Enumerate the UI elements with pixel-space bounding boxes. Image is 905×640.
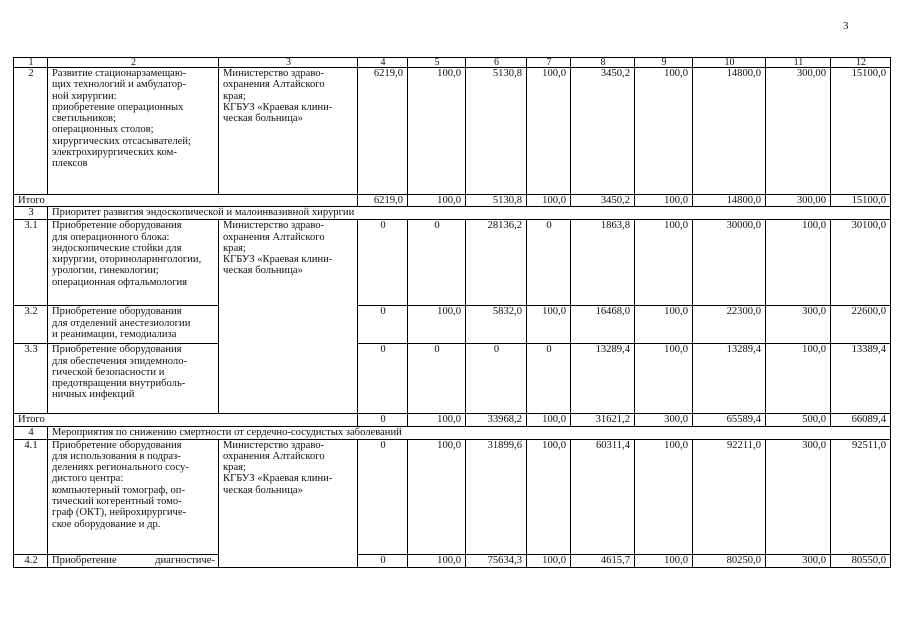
measure-name: Приобретение оборудования для отделений анестезиологии и реанимации, гемодиализа (48, 306, 219, 344)
col-header: 10 (693, 58, 766, 68)
value-cell: 100,0 (635, 554, 693, 567)
value-cell: 14800,0 (693, 68, 766, 195)
value-cell: 100,0 (766, 220, 831, 306)
executor: Министерство здраво- охранения Алтайского края; КГБУЗ «Краевая клини- ческая больница» (219, 68, 358, 195)
value-cell: 0 (358, 554, 408, 567)
value-cell: 6219,0 (358, 68, 408, 195)
value-cell: 31899,6 (466, 439, 527, 554)
value-cell: 28136,2 (466, 220, 527, 306)
table-row (14, 306, 891, 344)
value-cell: 0 (408, 344, 466, 414)
value-cell: 3450,2 (571, 68, 635, 195)
executor: Министерство здраво- охранения Алтайского края; КГБУЗ «Краевая клини- ческая больница» (219, 220, 358, 414)
value-cell: 100,0 (527, 414, 571, 426)
value-cell: 100,0 (527, 439, 571, 554)
col-header: 6 (466, 58, 527, 68)
col-header: 12 (831, 58, 891, 68)
value-cell: 13289,4 (693, 344, 766, 414)
measure-name: Приобретение оборудования для использования в подраз- делениях регионального сосу- дистого центра: компьютерный томограф, оп- тический когерентный томо- граф (ОКТ), нейрохирургиче- ское оборудование и др. (48, 439, 219, 554)
value-cell: 30000,0 (693, 220, 766, 306)
col-header: 9 (635, 58, 693, 68)
row-number: 3.1 (14, 220, 48, 306)
value-cell: 300,0 (635, 414, 693, 426)
section-number: 3 (14, 207, 48, 220)
value-cell: 100,0 (408, 414, 466, 426)
value-cell: 0 (358, 306, 408, 344)
value-cell: 31621,2 (571, 414, 635, 426)
measure-name: Приобретение диагностиче- (48, 554, 219, 567)
value-cell: 100,0 (408, 306, 466, 344)
value-cell: 80550,0 (831, 554, 891, 567)
value-cell: 0 (358, 439, 408, 554)
value-cell: 5832,0 (466, 306, 527, 344)
measure-name: Приобретение оборудования для операционного блока: эндоскопические стойки для хирургии, оториноларингологии, урологии, гинекологии; операционная офтальмология (48, 220, 219, 306)
row-number: 2 (14, 68, 48, 195)
value-cell: 100,0 (635, 344, 693, 414)
total-row (14, 195, 891, 207)
value-cell: 500,0 (766, 414, 831, 426)
section-number: 4 (14, 426, 48, 439)
value-cell: 5130,8 (466, 195, 527, 207)
value-cell: 100,0 (408, 439, 466, 554)
value-cell: 92211,0 (693, 439, 766, 554)
col-header: 3 (219, 58, 358, 68)
value-cell: 5130,8 (466, 68, 527, 195)
program-table (13, 57, 891, 568)
value-cell: 300,00 (766, 68, 831, 195)
value-cell: 14800,0 (693, 195, 766, 207)
value-cell: 100,0 (766, 344, 831, 414)
value-cell: 100,0 (527, 554, 571, 567)
value-cell: 3450,2 (571, 195, 635, 207)
value-cell: 100,0 (635, 68, 693, 195)
table-row (14, 439, 891, 554)
table-row (14, 344, 891, 414)
row-number: 3.3 (14, 344, 48, 414)
value-cell: 100,0 (635, 439, 693, 554)
value-cell: 6219,0 (358, 195, 408, 207)
col-header: 1 (14, 58, 48, 68)
col-header: 7 (527, 58, 571, 68)
value-cell: 0 (358, 414, 408, 426)
value-cell: 1863,8 (571, 220, 635, 306)
value-cell: 0 (358, 220, 408, 306)
value-cell: 0 (527, 344, 571, 414)
value-cell: 300,0 (766, 439, 831, 554)
row-number: 4.1 (14, 439, 48, 554)
value-cell: 300,0 (766, 306, 831, 344)
col-header: 4 (358, 58, 408, 68)
value-cell: 13289,4 (571, 344, 635, 414)
value-cell: 0 (527, 220, 571, 306)
value-cell: 22300,0 (693, 306, 766, 344)
table-row (14, 220, 891, 306)
column-number-row (14, 58, 891, 68)
value-cell: 15100,0 (831, 195, 891, 207)
value-cell: 100,0 (527, 68, 571, 195)
value-cell: 33968,2 (466, 414, 527, 426)
section-title: Мероприятия по снижению смертности от сердечно-сосудистых заболеваний (48, 426, 891, 439)
value-cell: 100,0 (408, 195, 466, 207)
total-label: Итого (14, 414, 358, 426)
value-cell: 100,0 (635, 220, 693, 306)
col-header: 5 (408, 58, 466, 68)
value-cell: 300,00 (766, 195, 831, 207)
value-cell: 65589,4 (693, 414, 766, 426)
col-header: 8 (571, 58, 635, 68)
table-row (14, 68, 891, 195)
value-cell: 22600,0 (831, 306, 891, 344)
value-cell: 0 (408, 220, 466, 306)
measure-name: Развитие стационарзамещаю- щих технологий и амбулатор- ной хирургии: приобретение операционных светильников; операционных столов; хирургических отсасывателей; электрохирургических ком- плексов (48, 68, 219, 195)
value-cell: 300,0 (766, 554, 831, 567)
value-cell: 100,0 (635, 306, 693, 344)
value-cell: 80250,0 (693, 554, 766, 567)
value-cell: 100,0 (635, 195, 693, 207)
section-row (14, 426, 891, 439)
page-number: 3 (843, 20, 849, 32)
executor: Министерство здраво- охранения Алтайского края; КГБУЗ «Краевая клини- ческая больница» (219, 439, 358, 567)
value-cell: 92511,0 (831, 439, 891, 554)
section-row (14, 207, 891, 220)
value-cell: 66089,4 (831, 414, 891, 426)
row-number: 4.2 (14, 554, 48, 567)
value-cell: 75634,3 (466, 554, 527, 567)
total-label: Итого (14, 195, 358, 207)
value-cell: 0 (358, 344, 408, 414)
value-cell: 100,0 (408, 554, 466, 567)
value-cell: 100,0 (527, 306, 571, 344)
section-title: Приоритет развития эндоскопической и малоинвазивной хирургии (48, 207, 891, 220)
value-cell: 15100,0 (831, 68, 891, 195)
value-cell: 0 (466, 344, 527, 414)
col-header: 2 (48, 58, 219, 68)
table-row (14, 554, 891, 567)
value-cell: 100,0 (408, 68, 466, 195)
value-cell: 13389,4 (831, 344, 891, 414)
measure-name: Приобретение оборудования для обеспечения эпидемноло- гической безопасности и предотвращения внутриболь- ничных инфекций (48, 344, 219, 414)
col-header: 11 (766, 58, 831, 68)
value-cell: 30100,0 (831, 220, 891, 306)
row-number: 3.2 (14, 306, 48, 344)
value-cell: 16468,0 (571, 306, 635, 344)
value-cell: 60311,4 (571, 439, 635, 554)
total-row (14, 414, 891, 426)
value-cell: 4615,7 (571, 554, 635, 567)
value-cell: 100,0 (527, 195, 571, 207)
